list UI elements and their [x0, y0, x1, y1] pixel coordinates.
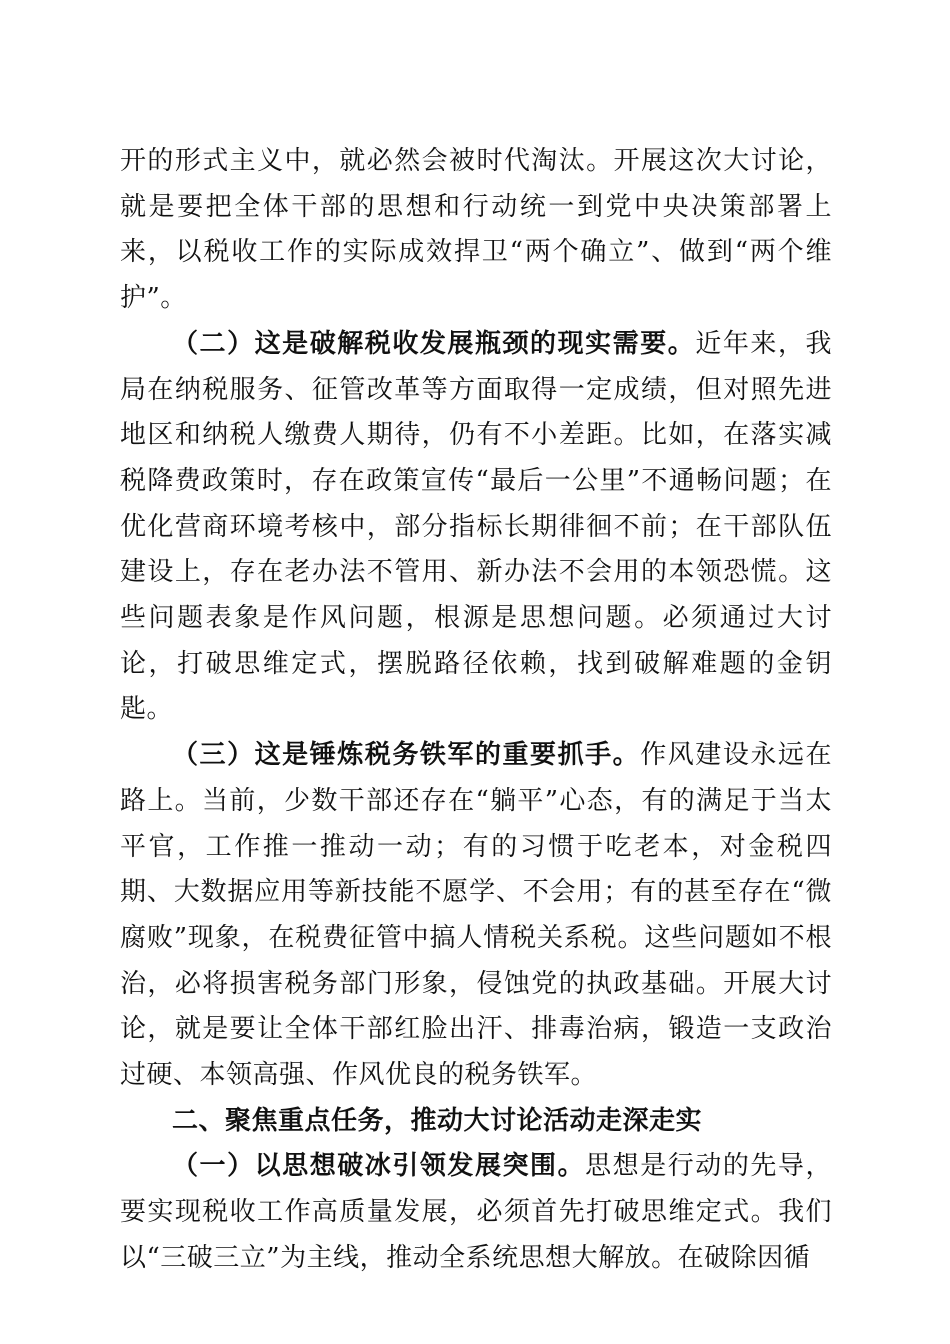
point-three-lead: （三）这是锤炼税务铁军的重要抓手。 [172, 740, 641, 771]
paragraph-point-three [120, 733, 832, 1099]
paragraph-point-two [120, 322, 832, 733]
section-heading: 二、聚焦重点任务，推动大讨论活动走深走实 [172, 1105, 703, 1136]
point-two-lead: （二）这是破解税收发展瓶颈的现实需要。 [172, 328, 696, 359]
point-one-body: 思想是行动的先导，要实现税收工作高质量发展，必须首先打破思维定式。我们以“三破三立”为主线，推动全系统思想大解放。在破除因循 [120, 1151, 832, 1273]
document-body [120, 139, 832, 1282]
point-two-body: 近年来，我局在纳税服务、征管改革等方面取得一定成绩，但对照先进地区和纳税人缴费人期待，仍有不小差距。比如，在落实减税降费政策时，存在政策宣传“最后一公里”不通畅问题；在优化营商环境考核中，部分指标长期徘徊不前；在干部队伍建设上，存在老办法不管用、新办法不会用的本领恐慌。这些问题表象是作风问题，根源是思想问题。必须通过大讨论，打破思维定式，摆脱路径依赖，找到破解难题的金钥匙。 [120, 328, 832, 725]
paragraph-continuation: 开的形式主义中，就必然会被时代淘汰。开展这次大讨论，就是要把全体干部的思想和行动统一到党中央决策部署上来，以税收工作的实际成效捍卫“两个确立”、做到“两个维护”。 [120, 146, 832, 314]
point-one-lead: （一）以思想破冰引领发展突围。 [172, 1151, 586, 1182]
paragraph-point-one [120, 1144, 832, 1281]
point-three-body: 作风建设永远在路上。当前，少数干部还存在“躺平”心态，有的满足于当太平官，工作推一推动一动；有的习惯于吃老本，对金税四期、大数据应用等新技能不愿学、不会用；有的甚至存在“微腐败”现象，在税费征管中搞人情税关系税。这些问题如不根治，必将损害税务部门形象，侵蚀党的执政基础。开展大讨论，就是要让全体干部红脸出汗、排毒治病，锻造一支政治过硬、本领高强、作风优良的税务铁军。 [120, 740, 832, 1091]
